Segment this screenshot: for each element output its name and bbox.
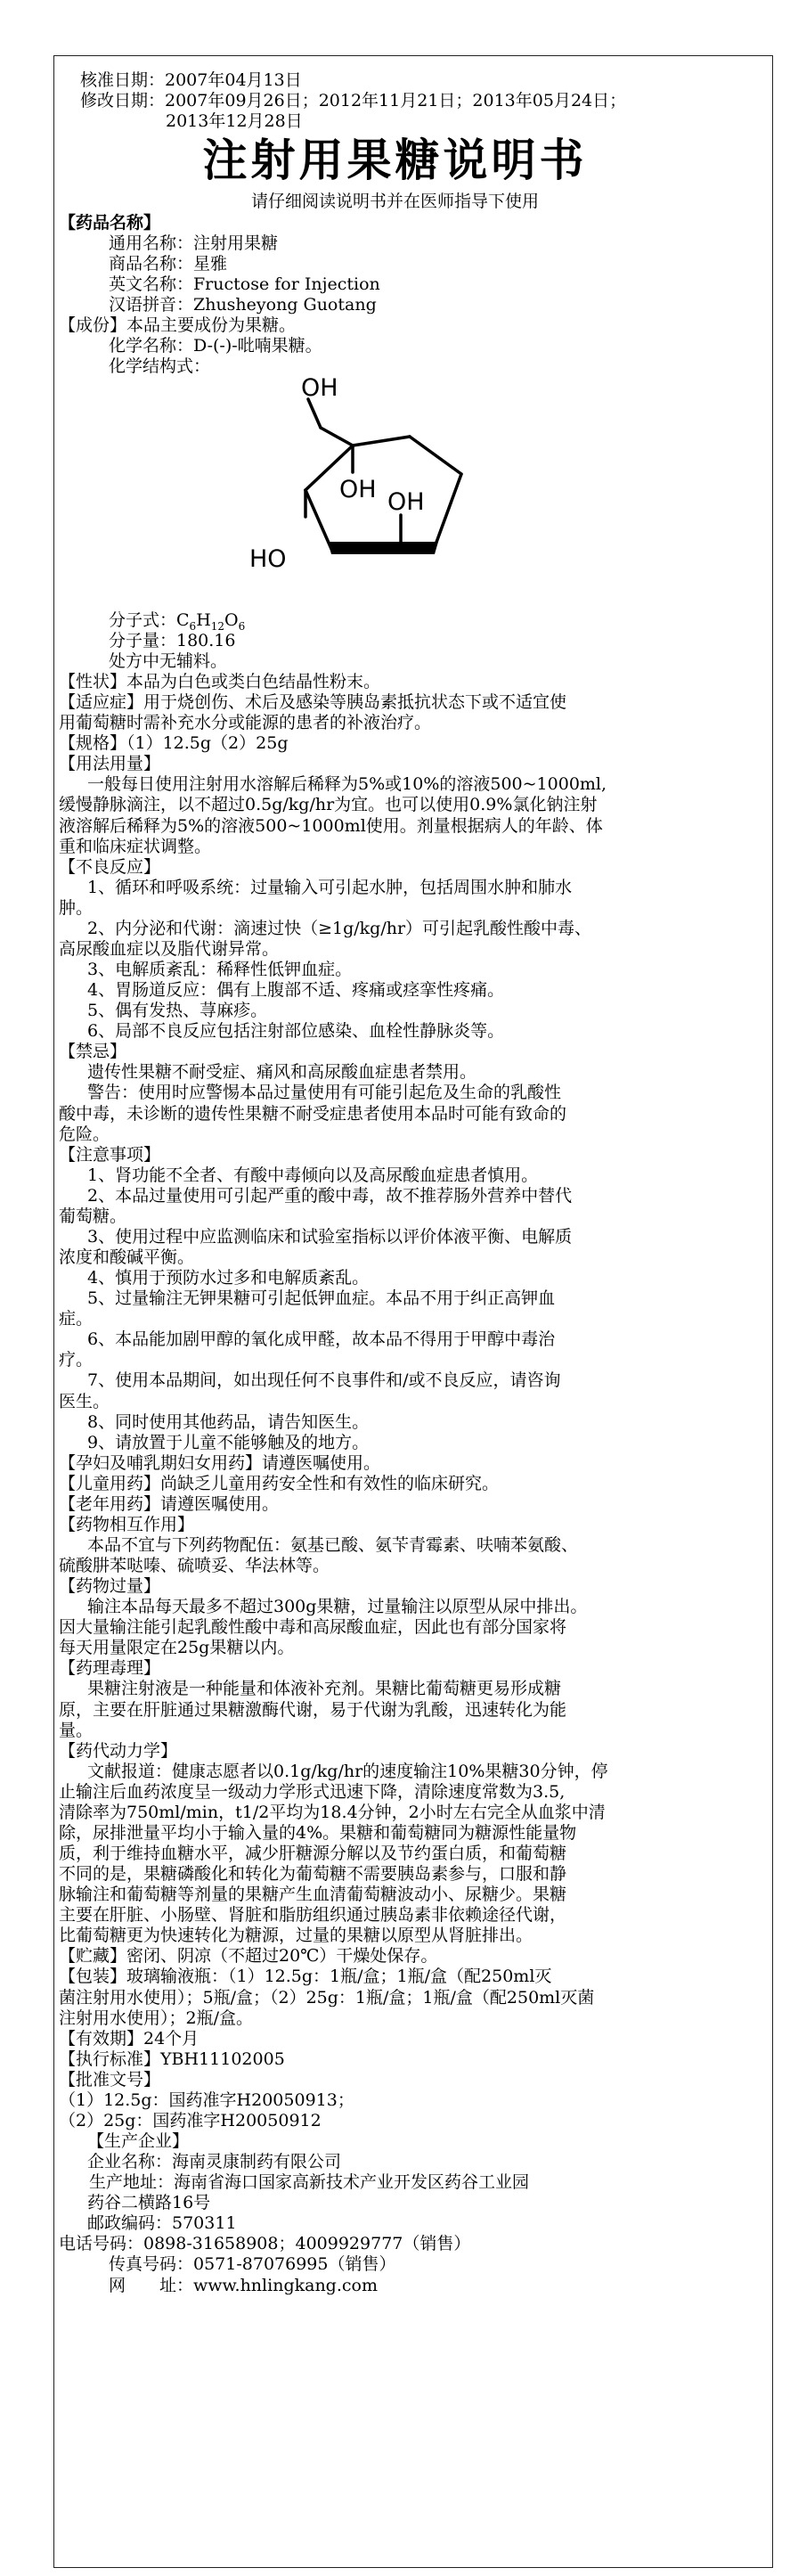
leaflet-line: 【生产企业】 — [87, 2131, 190, 2151]
leaflet-line: 企业名称：海南灵康制药有限公司 — [87, 2152, 342, 2171]
leaflet-line: 网 址：www.hnlingkang.com — [109, 2275, 378, 2295]
modify-date-line1: 修改日期：2007年09月26日；2012年11月21日；2013年05月24日； — [80, 91, 627, 110]
chemical-name: 化学名称：D-(-)-吡喃果糖。 — [109, 336, 322, 356]
leaflet-line: 因大量输注能引起乳酸性酸中毒和高尿酸血症，因此也有部分国家将 — [59, 1617, 567, 1638]
leaflet-line: 主要在肝脏、小肠壁、肾脏和脂肪组织通过胰岛素非依赖途径代谢， — [59, 1905, 567, 1926]
composition-heading: 【成份】本品主要成份为果糖。 — [59, 315, 297, 335]
fructose-structure-diagram — [223, 365, 517, 597]
leaflet-line: 果糖注射液是一种能量和体液补充剂。果糖比葡萄糖更易形成糖 — [87, 1679, 562, 1699]
leaflet-line: 6、局部不良反应包括注射部位感染、血栓性静脉炎等。 — [87, 1021, 505, 1042]
document-title: 注射用果糖说明书 — [202, 135, 588, 186]
leaflet-line: 药谷二横路16号 — [87, 2193, 211, 2213]
leaflet-line: 止输注后血药浓度呈一级动力学形式迅速下降，清除速度常数为3.5, — [59, 1781, 566, 1802]
leaflet-line: 【注意事项】 — [59, 1144, 161, 1165]
leaflet-line: 4、慎用于预防水过多和电解质紊乱。 — [87, 1268, 370, 1288]
leaflet-line: 菌注射用水使用）；5瓶/盒；（2）25g：1瓶/盒；1瓶/盒（配250ml灭菌 — [59, 1987, 595, 2008]
leaflet-line: 3、使用过程中应监测临床和试验室指标以评价体液平衡、电解质 — [87, 1226, 573, 1247]
leaflet-line: 【有效期】24个月 — [59, 2028, 200, 2049]
leaflet-line: 一般每日使用注射用水溶解后稀释为5%或10%的溶液500~1000ml, — [87, 774, 607, 795]
leaflet-line: 2、本品过量使用可引起严重的酸中毒，故不推荐肠外营养中替代 — [87, 1185, 573, 1206]
leaflet-line: 缓慢静脉滴注，以不超过0.5g/kg/hr为宜。也可以使用0.9%氯化钠注射 — [59, 795, 598, 815]
leaflet-line: 【用法用量】 — [59, 754, 161, 774]
leaflet-line: 2、内分泌和代谢：滴速过快（≥1g/kg/hr）可引起乳酸性酸中毒、 — [87, 918, 592, 938]
c5-oh-label: OH — [387, 488, 425, 516]
ch2oh-bond — [308, 399, 321, 428]
ring-bond-c1-o — [410, 437, 461, 474]
leaflet-line: 邮政编码：570311 — [87, 2213, 237, 2234]
leaflet-line: 遗传性果糖不耐受症、痛风和高尿酸血症患者禁用。 — [87, 1062, 477, 1083]
leaflet-line: 医生。 — [59, 1391, 110, 1411]
leaflet-line: 比葡萄糖更为快速转化为糖源，过量的果糖以原型从肾脏排出。 — [59, 1926, 533, 1946]
leaflet-line: 【药物相互作用】 — [59, 1514, 195, 1534]
structure-label: 化学结构式： — [109, 356, 211, 376]
leaflet-line: 8、同时使用其他药品，请告知医生。 — [87, 1411, 370, 1432]
leaflet-line: 危险。 — [59, 1124, 110, 1144]
c2-oh-label: OH — [339, 476, 377, 503]
leaflet-line: 疗。 — [59, 1350, 94, 1370]
ring-bond-o-c6 — [435, 474, 461, 547]
leaflet-line: 不同的是，果糖磷酸化和转化为葡萄糖不需要胰岛素参与，口服和静 — [59, 1864, 567, 1885]
leaflet-line: 重和临床症状调整。 — [59, 836, 212, 856]
leaflet-line: 浓度和酸碱平衡。 — [59, 1247, 195, 1267]
leaflet-line: 6、本品能加剧甲醇的氧化成甲醛，故本品不得用于甲醇中毒治 — [87, 1329, 556, 1350]
leaflet-line: 量。 — [59, 1720, 94, 1740]
leaflet-line: （1）12.5g：国药准字H20050913； — [59, 2089, 354, 2110]
drug-name-heading: 【药品名称】 — [59, 213, 161, 233]
leaflet-line: 【不良反应】 — [59, 856, 161, 877]
document-subtitle: 请仔细阅读说明书并在医师指导下使用 — [250, 192, 539, 211]
leaflet-line: （2）25g：国药准字H20050912 — [59, 2110, 322, 2130]
c3-ho-label: HO — [249, 545, 287, 573]
leaflet-line: 酸中毒，未诊断的遗传性果糖不耐受症患者使用本品时可能有致命的 — [59, 1103, 567, 1124]
leaflet-line: 传真号码：0571-87076995（销售） — [109, 2254, 396, 2275]
leaflet-line: 每天用量限定在25g果糖以内。 — [59, 1638, 295, 1658]
leaflet-line: 液溶解后稀释为5%的溶液500~1000ml使用。剂量根据病人的年龄、体 — [59, 815, 603, 836]
leaflet-line: 【儿童用药】尚缺乏儿童用药安全性和有效性的临床研究。 — [59, 1473, 500, 1493]
leaflet-line: 警告：使用时应警惕本品过量使用有可能引起危及生命的乳酸性 — [87, 1083, 562, 1103]
leaflet-line: 注射用水使用）；2瓶/盒。 — [59, 2008, 253, 2028]
leaflet-line: 文献报道：健康志愿者以0.1g/kg/hr的速度输注10%果糖30分钟，停 — [87, 1761, 608, 1781]
molecular-weight: 分子量：180.16 — [109, 631, 236, 650]
approval-date: 核准日期：2007年04月13日 — [80, 70, 302, 90]
excipient-note: 处方中无辅料。 — [109, 651, 228, 671]
leaflet-line: 原，主要在肝脏通过果糖激酶代谢，易于代谢为乳酸，迅速转化为能 — [59, 1699, 567, 1720]
leaflet-line: 【贮藏】密闭、阴凉（不超过20℃）干燥处保存。 — [59, 1946, 438, 1967]
leaflet-line: 【批准文号】 — [59, 2069, 161, 2089]
leaflet-line: 质，利于维持血糖水平，减少肝糖源分解以及节约蛋白质，和葡萄糖 — [59, 1844, 567, 1863]
leaflet-line: 【药物过量】 — [59, 1576, 161, 1597]
ring-bond-c3-c4 — [305, 490, 331, 549]
english-name: 英文名称：Fructose for Injection — [109, 274, 380, 294]
leaflet-line: 1、循环和呼吸系统：过量输入可引起水肿，包括周围水肿和肺水 — [87, 877, 573, 897]
leaflet-line: 脉输注和葡萄糖等剂量的果糖产生血清葡萄糖波动小、尿糖少。果糖 — [59, 1885, 567, 1905]
ring-front-wedge — [328, 542, 438, 554]
leaflet-line: 【老年用药】请遵医嘱使用。 — [59, 1493, 280, 1514]
leaflet-line: 【药理毒理】 — [59, 1658, 161, 1679]
leaflet-line: 【适应症】用于烧创伤、术后及感染等胰岛素抵抗状态下或不适宜使 — [59, 692, 567, 713]
leaflet-line: 用葡萄糖时需补充水分或能源的患者的补液治疗。 — [59, 713, 432, 733]
leaflet-line: 5、过量输注无钾果糖可引起低钾血症。本品不用于纠正高钾血 — [87, 1288, 556, 1309]
leaflet-line: 1、肾功能不全者、有酸中毒倾向以及高尿酸血症患者慎用。 — [87, 1165, 539, 1185]
leaflet-line: 输注本品每天最多不超过300g果糖，过量输注以原型从尿中排出。 — [87, 1597, 588, 1617]
leaflet-line: 3、电解质紊乱：稀释性低钾血症。 — [87, 960, 353, 979]
leaflet-line: 【孕妇及哺乳期妇女用药】请遵医嘱使用。 — [59, 1452, 381, 1473]
leaflet-line: 5、偶有发热、荨麻疹。 — [87, 1001, 268, 1021]
leaflet-line: 【性状】本品为白色或类白色结晶性粉末。 — [59, 672, 381, 691]
leaflet-line: 肿。 — [59, 897, 94, 918]
leaflet-line: 【包装】玻璃输液瓶：（1）12.5g：1瓶/盒；1瓶/盒（配250ml灭 — [59, 1967, 552, 1987]
leaflet-line: 4、胃肠道反应：偶有上腹部不适、疼痛或痉挛性疼痛。 — [87, 980, 505, 1000]
leaflet-line: 葡萄糖。 — [59, 1206, 127, 1226]
modify-date-line2: 2013年12月28日 — [166, 111, 303, 131]
trade-name: 商品名称：星雅 — [109, 254, 228, 274]
leaflet-line: 【药代动力学】 — [59, 1740, 178, 1761]
leaflet-line: 本品不宜与下列药物配伍：氨基已酸、氨苄青霉素、呋喃苯氨酸、 — [87, 1534, 579, 1555]
leaflet-line: 【执行标准】YBH11102005 — [59, 2049, 285, 2069]
generic-name: 通用名称：注射用果糖 — [109, 233, 279, 253]
leaflet-line: 生产地址：海南省海口国家高新技术产业开发区药谷工业园 — [89, 2172, 530, 2193]
ring-bond-c2-c1 — [353, 437, 410, 446]
leaflet-line: 硫酸肼苯哒嗪、硫喷妥、华法林等。 — [59, 1556, 330, 1575]
leaflet-line: 【禁忌】 — [59, 1042, 127, 1062]
leaflet-line: 7、使用本品期间，如出现任何不良事件和/或不良反应，请咨询 — [87, 1370, 561, 1391]
molecular-formula: 分子式：$C_6H_{12}O_6$ — [109, 610, 246, 633]
ch2oh-label: OH — [301, 374, 338, 402]
ch2-bond — [321, 428, 353, 446]
leaflet-line: 9、请放置于儿童不能够触及的地方。 — [87, 1432, 370, 1452]
leaflet-line: 清除率为750ml/min，t1/2平均为18.4分钟，2小时左右完全从血浆中清 — [59, 1802, 606, 1822]
leaflet-line: 高尿酸血症以及脂代谢异常。 — [59, 938, 280, 959]
leaflet-line: 症。 — [59, 1309, 94, 1329]
pinyin-name: 汉语拼音：Zhusheyong Guotang — [109, 295, 377, 315]
leaflet-line: 除，尿排泄量平均小于输入量的4%。果糖和葡萄糖同为糖源性能量物 — [59, 1822, 577, 1843]
leaflet-line: 【规格】（1）12.5g（2）25g — [59, 733, 289, 754]
leaflet-line: 电话号码：0898-31658908；4009929777（销售） — [59, 2234, 471, 2254]
